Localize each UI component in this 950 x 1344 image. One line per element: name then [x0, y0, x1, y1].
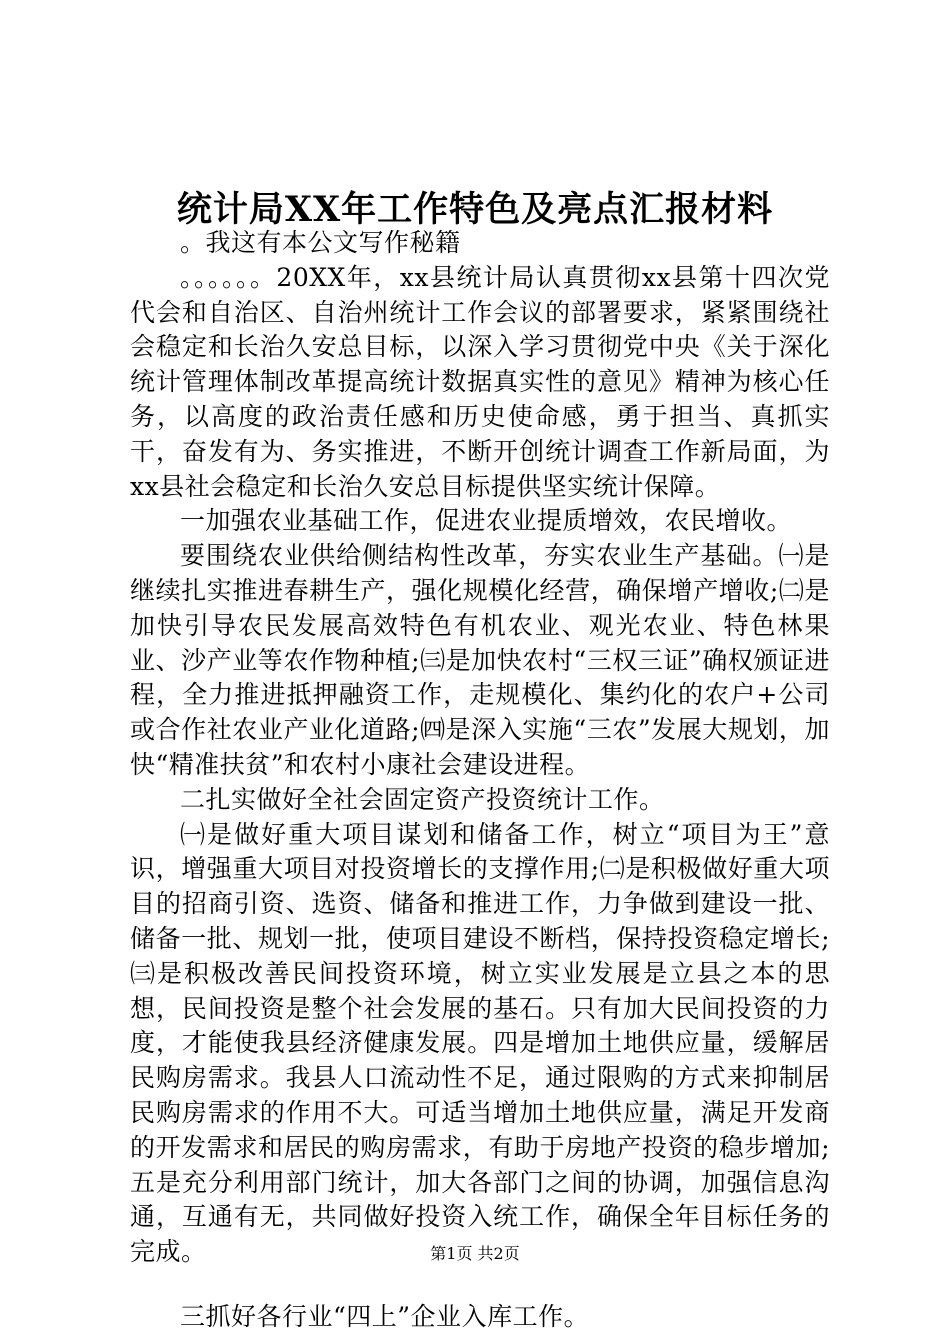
paragraph-summary: 。。。。。。20XX年，xx县统计局认真贯彻xx县第十四次党代会和自治区、自治州统计工作会议的部署要求，紧紧围绕社会稳定和长治久安总目标，以深入学习贯彻党中央《关于深化统计管理体制改革提高统计数据真实性的意见》精神为核心任务，以高度的政治责任感和历史使命感，勇于担当、真抓实干，奋发有为、务实推进，不断开创统计调查工作新局面，为xx县社会稳定和长治久安总目标提供坚实统计保障。	[130, 262, 830, 501]
document-title: 统计局XX年工作特色及亮点汇报材料	[176, 189, 774, 230]
paragraph-agriculture: 要围绕农业供给侧结构性改革，夯实农业生产基础。㈠是继续扎实推进春耕生产，强化规模化经营，确保增产增收;㈡是加快引导农民发展高效特色有机农业、观光农业、特色林果业、沙产业等农作物种植;㈢是加快农村“三权三证”确权颁证进程，全力推进抵押融资工作，走规模化、集约化的农户+公司或合作社农业产业化道路;㈣是深入实施“三农”发展大规划，加快“精准扶贫”和农村小康社会建设进程。	[130, 541, 830, 779]
section-heading-investment: 二扎实做好全社会固定资产投资统计工作。	[180, 784, 665, 814]
section-heading-enterprise: 三抓好各行业“四上”企业入库工作。	[180, 1301, 590, 1331]
paragraph-intro: 。我这有本公文写作秘籍	[180, 228, 461, 257]
page-number: 第1页 共2页	[430, 1244, 520, 1263]
section-heading-agriculture: 一加强农业基础工作，促进农业提质增效，农民增收。	[180, 506, 793, 536]
paragraph-investment: ㈠是做好重大项目谋划和储备工作，树立“项目为王”意识，增强重大项目对投资增长的支撑作用;㈡是积极做好重大项目的招商引资、选资、储备和推进工作，力争做到建设一批、储备一批、规划一批，使项目建设不断档，保持投资稳定增长;㈢是积极改善民间投资环境，树立实业发展是立县之本的思想，民间投资是整个社会发展的基石。只有加大民间投资的力度，才能使我县经济健康发展。四是增加土地供应量，缓解居民购房需求。我县人口流动性不足，通过限购的方式来抑制居民购房需求的作用不大。可适当增加土地供应量，满足开发商的开发需求和居民的购房需求，有助于房地产投资的稳步增加;五是充分利用部门统计，加大各部门之间的协调，加强信息沟通，互通有无，共同做好投资入统工作，确保全年目标任务的完成。	[130, 819, 830, 1267]
document-body	[130, 226, 830, 1335]
